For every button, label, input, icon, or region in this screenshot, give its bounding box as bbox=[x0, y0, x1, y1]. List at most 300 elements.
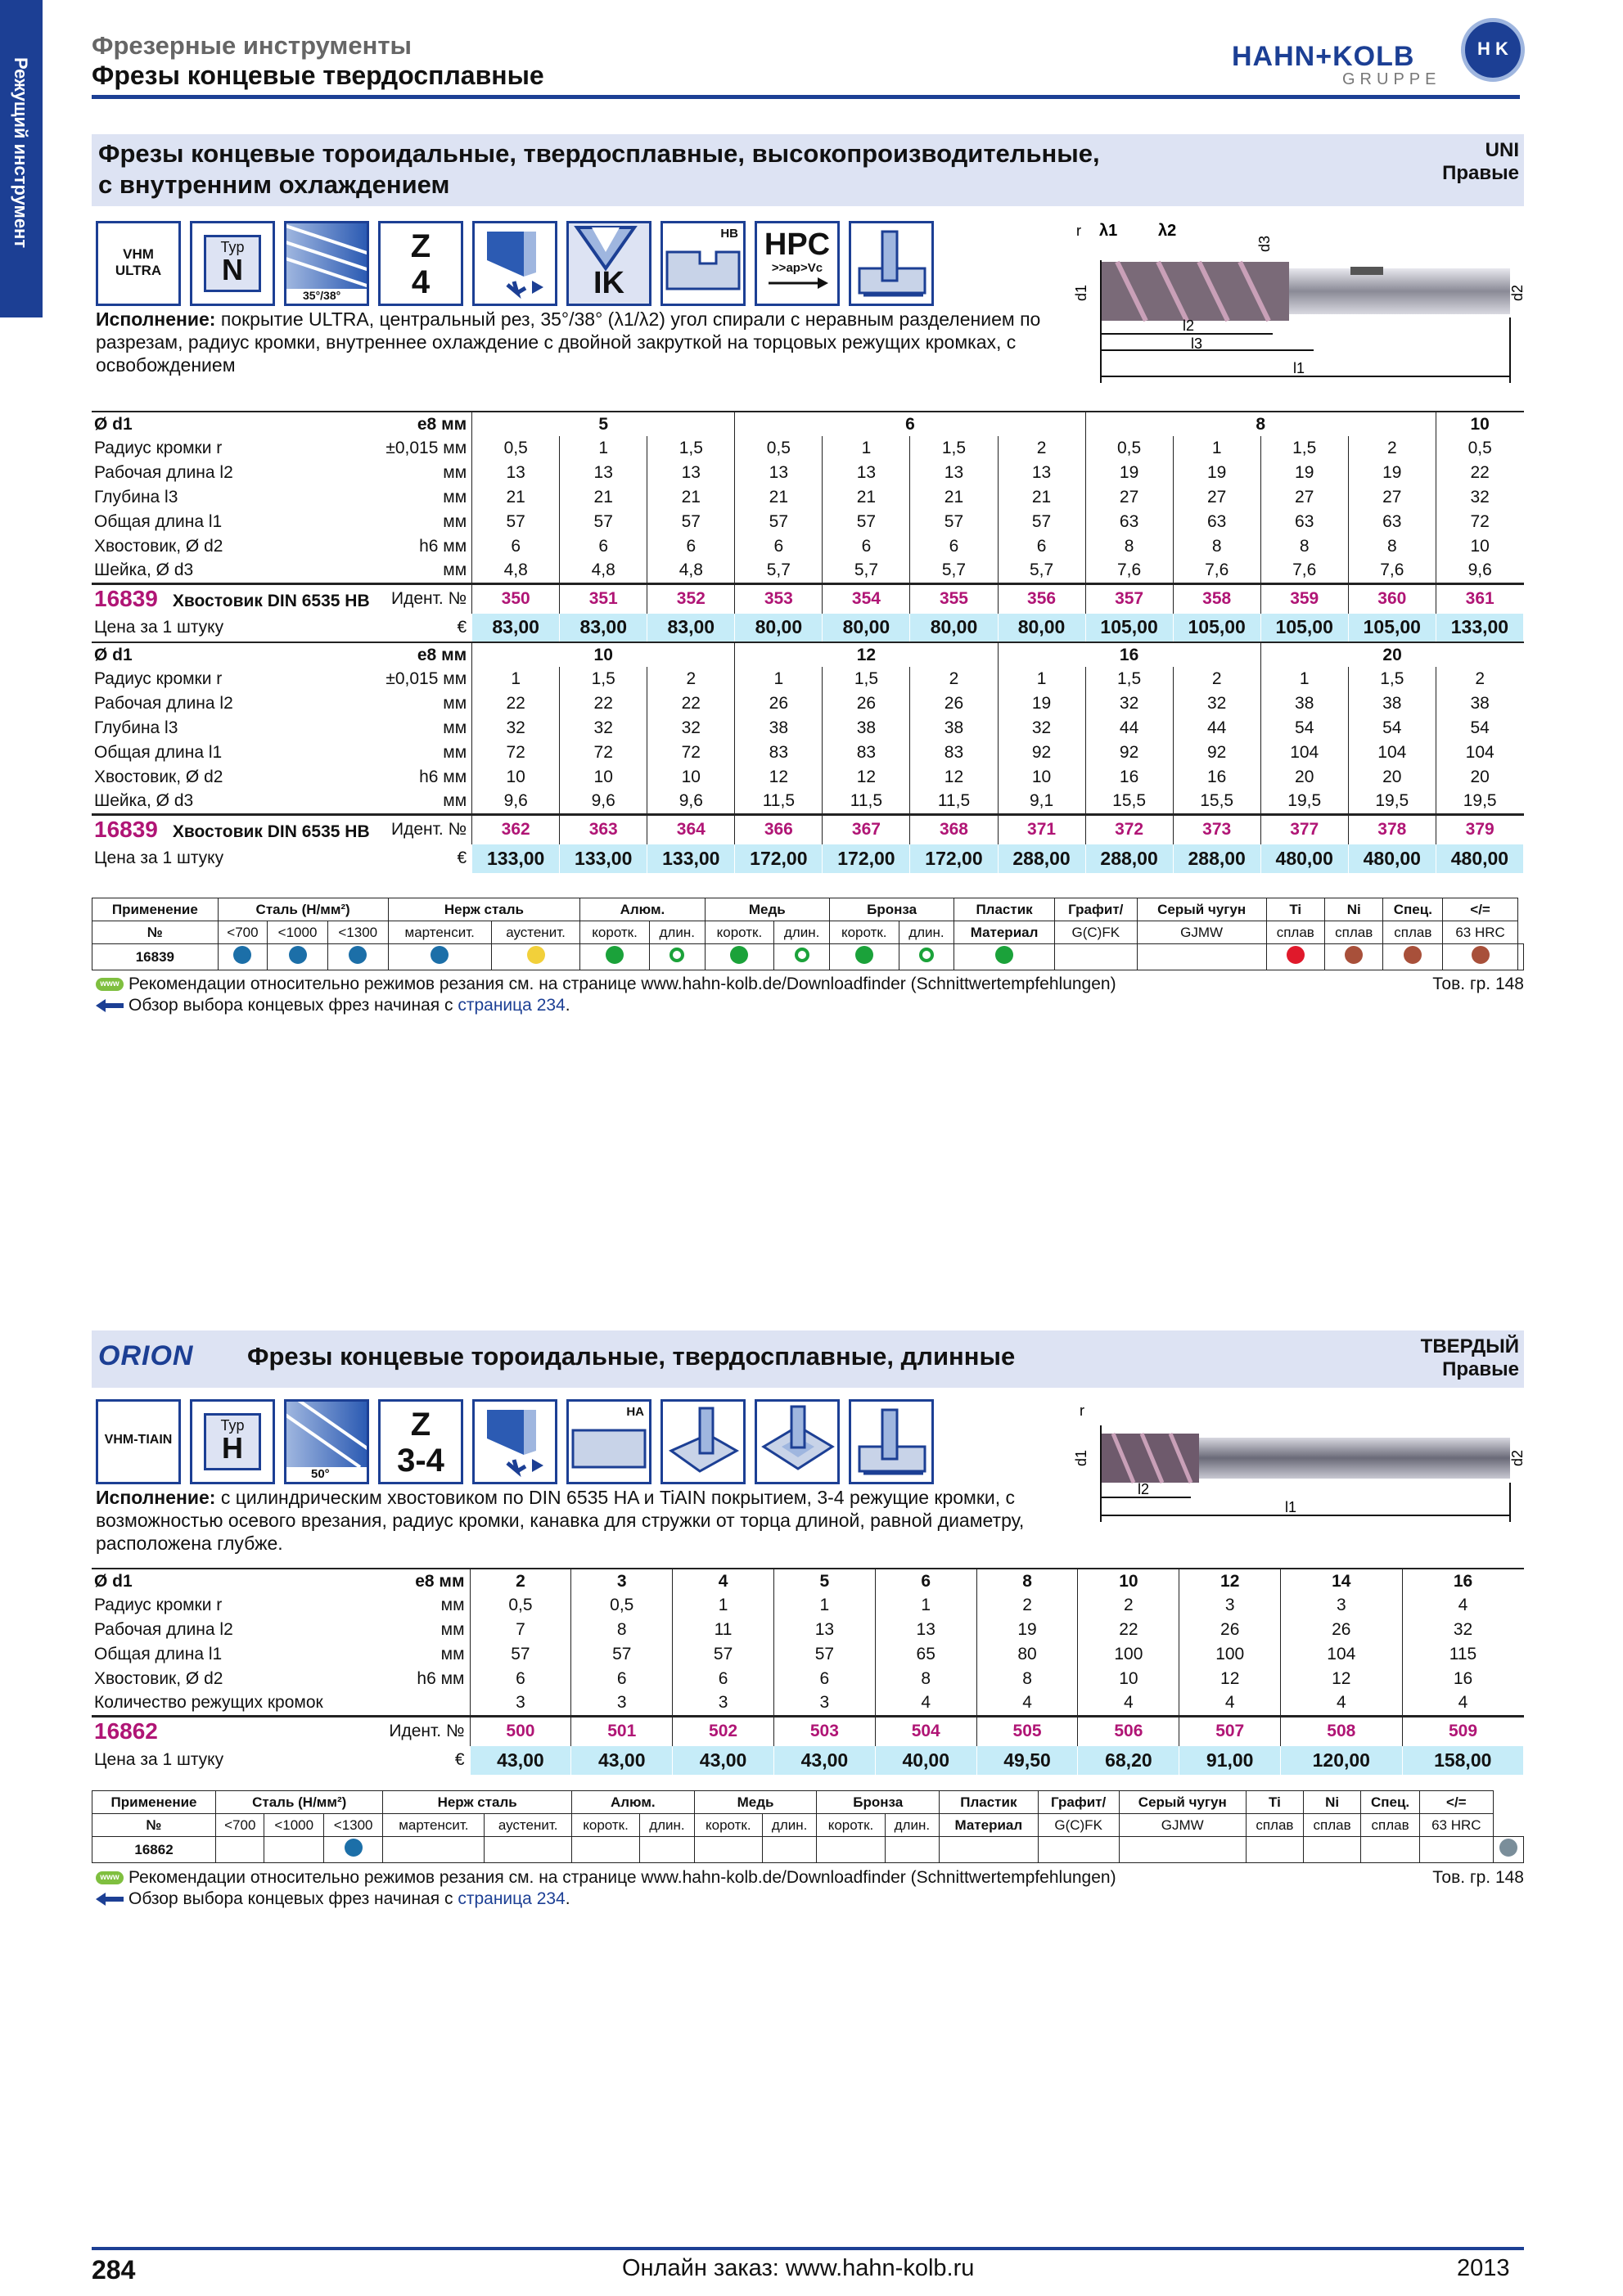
suitability-cell bbox=[491, 944, 579, 970]
diameter-value: 10 bbox=[1078, 1569, 1179, 1593]
spec-value: 19 bbox=[1348, 461, 1436, 485]
suitability-cell bbox=[762, 1837, 817, 1863]
spec-value: 1 bbox=[998, 667, 1085, 691]
price-value: 40,00 bbox=[875, 1745, 976, 1775]
spec-value: 12 bbox=[735, 765, 823, 790]
spec-value: 54 bbox=[1260, 716, 1348, 741]
suitability-cell bbox=[1038, 1837, 1119, 1863]
spec-value: 6 bbox=[470, 1667, 571, 1691]
suitability-cell bbox=[705, 944, 774, 970]
suitability-cell bbox=[1517, 944, 1523, 970]
application-subheader: 63 HRC bbox=[1419, 1814, 1493, 1837]
brand-logo-sub: GRUPPE bbox=[1342, 70, 1441, 88]
spec-value: 38 bbox=[910, 716, 998, 741]
price-value: 480,00 bbox=[1260, 844, 1348, 873]
price-value: 83,00 bbox=[647, 613, 735, 642]
article-number: 16839 bbox=[94, 585, 158, 611]
application-group-header: Нерж сталь bbox=[383, 1791, 572, 1814]
diagram-label-r: r bbox=[1076, 223, 1081, 239]
spec-row bbox=[92, 741, 1524, 765]
suitability-cell bbox=[1054, 944, 1137, 970]
helix-stripes-icon bbox=[286, 1402, 367, 1467]
row-unit: мм bbox=[440, 1645, 465, 1663]
slotting-icon bbox=[660, 1399, 746, 1484]
spec-value: 2 bbox=[910, 667, 998, 691]
spec-value: 16 bbox=[1173, 765, 1260, 790]
article-id: 503 bbox=[773, 1716, 875, 1745]
spec-value: 1,5 bbox=[1348, 667, 1436, 691]
spec-value: 10 bbox=[1436, 534, 1523, 559]
spec-value: 22 bbox=[560, 691, 647, 716]
spec-value: 8 bbox=[1348, 534, 1436, 559]
spec-value: 13 bbox=[823, 461, 910, 485]
spec-value: 44 bbox=[1173, 716, 1260, 741]
spec-value: 19 bbox=[1260, 461, 1348, 485]
suitability-cell bbox=[1137, 944, 1266, 970]
spec-value: 92 bbox=[1173, 741, 1260, 765]
application-group-header: Бронза bbox=[817, 1791, 940, 1814]
spec-value: 8 bbox=[875, 1667, 976, 1691]
spec-row bbox=[92, 790, 1524, 814]
row-label: Шейка, Ø d3 bbox=[94, 791, 194, 811]
suitability-dot-icon bbox=[1404, 946, 1422, 964]
suitability-dot-icon bbox=[995, 946, 1013, 964]
diameter-value: 8 bbox=[1085, 412, 1436, 436]
application-subheader: длин. bbox=[774, 921, 830, 944]
spec-value: 21 bbox=[472, 485, 560, 510]
diameter-value: 10 bbox=[472, 642, 735, 667]
application-group-header: Графит/ bbox=[1038, 1791, 1119, 1814]
spec-value: 5,7 bbox=[998, 559, 1085, 583]
spec-value: 7,6 bbox=[1260, 559, 1348, 583]
diagram-label-d1: d1 bbox=[1073, 284, 1089, 301]
section2-title-band bbox=[92, 1330, 1524, 1388]
spec-row bbox=[92, 461, 1524, 485]
diameter-value: 12 bbox=[735, 642, 998, 667]
article-id: 504 bbox=[875, 1716, 976, 1745]
spec-value: 21 bbox=[998, 485, 1085, 510]
application-group-header: Применение bbox=[92, 1791, 216, 1814]
spec-value: 12 bbox=[1281, 1667, 1402, 1691]
diameter-row bbox=[92, 412, 1524, 436]
article-id: 357 bbox=[1085, 583, 1173, 613]
article-id: 505 bbox=[976, 1716, 1078, 1745]
application-subheader: <1300 bbox=[323, 1814, 382, 1837]
section2-title: Фрезы концевые тороидальные, твердосплавные, длинные bbox=[247, 1342, 1016, 1371]
row-unit: мм bbox=[440, 1620, 465, 1639]
suitability-cell bbox=[885, 1837, 940, 1863]
section2-tag-direction: Правые bbox=[1442, 1358, 1519, 1380]
application-subheader: <1300 bbox=[327, 921, 388, 944]
article-id: 352 bbox=[647, 583, 735, 613]
diameter-value: 16 bbox=[998, 642, 1260, 667]
spec-value: 6 bbox=[571, 1667, 673, 1691]
spec-value: 10 bbox=[647, 765, 735, 790]
row-label: Хвостовик, Ø d2 bbox=[94, 1669, 223, 1688]
application-group-header: Пластик bbox=[954, 898, 1055, 921]
row-label: Радиус кромки r bbox=[94, 439, 223, 457]
section2-tool-diagram bbox=[1068, 1401, 1526, 1524]
application-subheader: <700 bbox=[218, 921, 268, 944]
application-subheader: сплав bbox=[1324, 921, 1382, 944]
header-rule bbox=[92, 95, 1520, 99]
spec-value: 4 bbox=[1078, 1691, 1179, 1716]
price-value: 68,20 bbox=[1078, 1745, 1179, 1775]
application-group-header: Ti bbox=[1266, 898, 1324, 921]
spec-value: 83 bbox=[735, 741, 823, 765]
spec-value: 38 bbox=[735, 716, 823, 741]
diameter-row bbox=[92, 642, 1524, 667]
section1-title-line1: Фрезы концевые тороидальные, твердосплавные, высокопроизводительные, bbox=[98, 139, 1100, 168]
material-vhm-tiain-icon: VHM-TIAIN bbox=[96, 1399, 181, 1484]
spec-value: 6 bbox=[673, 1667, 774, 1691]
spec-value: 8 bbox=[976, 1667, 1078, 1691]
diagram2-label-l2: l2 bbox=[1138, 1481, 1150, 1497]
price-row bbox=[92, 613, 1524, 642]
spec-value: 2 bbox=[647, 667, 735, 691]
suitability-cell bbox=[323, 1837, 382, 1863]
article-id: 361 bbox=[1436, 583, 1523, 613]
article-id-row bbox=[92, 1716, 1524, 1745]
spec-value: 19 bbox=[998, 691, 1085, 716]
spec-value: 6 bbox=[472, 534, 560, 559]
spec-value: 16 bbox=[1085, 765, 1173, 790]
application-subheader: сплав bbox=[1304, 1814, 1361, 1837]
application-group-header: Сталь (Н/мм²) bbox=[218, 898, 388, 921]
article-id: 509 bbox=[1402, 1716, 1524, 1745]
diameter-value: 20 bbox=[1260, 642, 1523, 667]
application-group-header: Ti bbox=[1246, 1791, 1303, 1814]
application-subheader: длин. bbox=[885, 1814, 940, 1837]
article-number: 16839 bbox=[94, 816, 158, 842]
application-row bbox=[92, 1837, 1524, 1863]
spec-value: 13 bbox=[910, 461, 998, 485]
spec-value: 6 bbox=[823, 534, 910, 559]
application-subheader: длин. bbox=[762, 1814, 817, 1837]
profile-milling-icon bbox=[849, 1399, 934, 1484]
orion-logo: ORION bbox=[98, 1340, 194, 1371]
back-arrow-icon bbox=[96, 1893, 124, 1906]
spec-value: 6 bbox=[773, 1667, 875, 1691]
suitability-dot-icon bbox=[855, 946, 873, 964]
spec-value: 2 bbox=[998, 436, 1085, 461]
application-group-header: Графит/ bbox=[1054, 898, 1137, 921]
spec-value: 32 bbox=[1436, 485, 1523, 510]
spec-row bbox=[92, 436, 1524, 461]
spec-value: 0,5 bbox=[571, 1593, 673, 1618]
article-id: 350 bbox=[472, 583, 560, 613]
price-value: 91,00 bbox=[1179, 1745, 1281, 1775]
suitability-cell bbox=[218, 944, 268, 970]
application-row bbox=[92, 1791, 1524, 1814]
application-subheader: № bbox=[92, 1814, 216, 1837]
suitability-cell bbox=[264, 1837, 323, 1863]
spec-value: 32 bbox=[998, 716, 1085, 741]
spec-value: 21 bbox=[560, 485, 647, 510]
diameter-value: 16 bbox=[1402, 1569, 1524, 1593]
article-id: 506 bbox=[1078, 1716, 1179, 1745]
spec-value: 27 bbox=[1173, 485, 1260, 510]
diagram-label-d3: d3 bbox=[1256, 235, 1273, 252]
price-value: 133,00 bbox=[647, 844, 735, 873]
diameter-value: 5 bbox=[472, 412, 735, 436]
spec-value: 22 bbox=[472, 691, 560, 716]
suitability-dot-icon bbox=[527, 946, 545, 964]
suitability-cell bbox=[388, 944, 491, 970]
spec-value: 13 bbox=[875, 1618, 976, 1642]
row-label: Общая длина l1 bbox=[94, 512, 223, 531]
spec-value: 27 bbox=[1260, 485, 1348, 510]
spec-value: 72 bbox=[1436, 510, 1523, 534]
spec-value: 57 bbox=[472, 510, 560, 534]
spec-value: 63 bbox=[1260, 510, 1348, 534]
spec-value: 6 bbox=[998, 534, 1085, 559]
row-label: Хвостовик, Ø d2 bbox=[94, 768, 223, 786]
spec-value: 6 bbox=[560, 534, 647, 559]
spec-value: 1 bbox=[735, 667, 823, 691]
article-id: 508 bbox=[1281, 1716, 1402, 1745]
spec-value: 72 bbox=[472, 741, 560, 765]
suitability-dot-icon bbox=[345, 1839, 363, 1857]
price-row bbox=[92, 844, 1524, 873]
price-value: 105,00 bbox=[1348, 613, 1436, 642]
spec-value: 72 bbox=[647, 741, 735, 765]
id-label: Идент. № bbox=[370, 1716, 470, 1745]
spec-value: 57 bbox=[673, 1642, 774, 1667]
shank-hb-icon: HB bbox=[660, 221, 746, 306]
application-subheader: коротк. bbox=[817, 1814, 885, 1837]
diagram2-label-d2: d2 bbox=[1509, 1449, 1526, 1466]
spec-value: 0,5 bbox=[1436, 436, 1523, 461]
application-group-header: Спец. bbox=[1361, 1791, 1420, 1814]
section2-spec-table bbox=[92, 1568, 1524, 1776]
diagram-label-l3: l3 bbox=[1191, 335, 1203, 352]
price-value: 288,00 bbox=[1085, 844, 1173, 873]
spec-value: 3 bbox=[1179, 1593, 1281, 1618]
article-description: Хвостовик DIN 6535 HB bbox=[172, 822, 370, 841]
spec-value: 4 bbox=[1402, 1593, 1524, 1618]
suitability-dot-icon bbox=[349, 946, 367, 964]
price-value: 172,00 bbox=[735, 844, 823, 873]
row-unit: мм bbox=[443, 791, 467, 811]
spec-value: 11,5 bbox=[910, 790, 998, 814]
application-subheader: <1000 bbox=[268, 921, 328, 944]
suitability-cell bbox=[1493, 1837, 1523, 1863]
price-value: 80,00 bbox=[910, 613, 998, 642]
diagram-label-l1: l1 bbox=[1293, 360, 1305, 376]
spec-value: 1,5 bbox=[1085, 667, 1173, 691]
diagram2-label-d1: d1 bbox=[1073, 1449, 1089, 1466]
section1-note-overview: Обзор выбора концевых фрез начиная с страница 234. bbox=[96, 995, 570, 1016]
spec-value: 1 bbox=[472, 667, 560, 691]
article-id: 366 bbox=[735, 814, 823, 844]
section1-note-cutting: www Рекомендации относительно режимов резания см. на странице www.hahn-kolb.de/Downloadfinder (Schnittwertempfehlungen) Тов. гр. 148 bbox=[96, 974, 1524, 995]
diameter-value: 3 bbox=[571, 1569, 673, 1593]
spec-row bbox=[92, 667, 1524, 691]
row-unit: e8 мм bbox=[372, 412, 472, 436]
row-unit: мм bbox=[440, 1596, 465, 1614]
diagram-label-lambda2: λ2 bbox=[1158, 222, 1177, 240]
spec-value: 3 bbox=[571, 1691, 673, 1716]
row-unit: ±0,015 мм bbox=[385, 439, 467, 457]
spec-value: 1 bbox=[560, 436, 647, 461]
application-row bbox=[92, 921, 1524, 944]
spec-row bbox=[92, 485, 1524, 510]
spec-value: 16 bbox=[1402, 1667, 1524, 1691]
spec-value: 9,6 bbox=[472, 790, 560, 814]
spec-value: 26 bbox=[735, 691, 823, 716]
application-group-header: Сталь (Н/мм²) bbox=[216, 1791, 383, 1814]
price-row bbox=[92, 1745, 1524, 1775]
spec-value: 7,6 bbox=[1348, 559, 1436, 583]
spec-value: 3 bbox=[470, 1691, 571, 1716]
spec-value: 100 bbox=[1179, 1642, 1281, 1667]
article-id: 371 bbox=[998, 814, 1085, 844]
application-group-header: Применение bbox=[92, 898, 219, 921]
application-subheader: аустенит. bbox=[485, 1814, 572, 1837]
spec-value: 57 bbox=[470, 1642, 571, 1667]
application-group-header: </= bbox=[1443, 898, 1517, 921]
suitability-cell bbox=[327, 944, 388, 970]
spec-value: 22 bbox=[1436, 461, 1523, 485]
application-group-header: Спец. bbox=[1383, 898, 1443, 921]
spec-value: 5,7 bbox=[823, 559, 910, 583]
spec-value: 57 bbox=[998, 510, 1085, 534]
application-group-header: Бронза bbox=[829, 898, 954, 921]
price-value: 172,00 bbox=[823, 844, 910, 873]
spec-value: 54 bbox=[1348, 716, 1436, 741]
spec-value: 104 bbox=[1260, 741, 1348, 765]
suitability-cell bbox=[694, 1837, 762, 1863]
application-subheader: сплав bbox=[1383, 921, 1443, 944]
row-unit: h6 мм bbox=[417, 1669, 465, 1688]
application-subheader: коротк. bbox=[829, 921, 899, 944]
spec-value: 57 bbox=[735, 510, 823, 534]
spec-value: 26 bbox=[1179, 1618, 1281, 1642]
diameter-value: 14 bbox=[1281, 1569, 1402, 1593]
spec-value: 11,5 bbox=[735, 790, 823, 814]
spec-value: 1 bbox=[773, 1593, 875, 1618]
row-unit: h6 мм bbox=[419, 537, 467, 556]
spec-value: 21 bbox=[735, 485, 823, 510]
helix-stripes-icon bbox=[286, 223, 367, 289]
price-value: 83,00 bbox=[560, 613, 647, 642]
application-group-header: Серый чугун bbox=[1119, 1791, 1246, 1814]
currency-symbol: € bbox=[454, 1750, 465, 1769]
article-id: 373 bbox=[1173, 814, 1260, 844]
spec-value: 83 bbox=[910, 741, 998, 765]
spec-value: 13 bbox=[560, 461, 647, 485]
spec-value: 32 bbox=[560, 716, 647, 741]
article-number: 16862 bbox=[94, 1717, 158, 1744]
application-row bbox=[92, 898, 1524, 921]
application-subheader: аустенит. bbox=[491, 921, 579, 944]
id-label: Идент. № bbox=[372, 814, 472, 844]
suitable-ring-icon bbox=[795, 948, 809, 962]
article-id: 377 bbox=[1260, 814, 1348, 844]
application-subheader: № bbox=[92, 921, 219, 944]
diameter-value: 6 bbox=[875, 1569, 976, 1593]
overview-page-link[interactable]: страница 234 bbox=[458, 996, 566, 1015]
side-tab-label: Режущий инструмент bbox=[11, 57, 31, 249]
spec-value: 13 bbox=[773, 1618, 875, 1642]
spec-value: 38 bbox=[823, 716, 910, 741]
article-id: 379 bbox=[1436, 814, 1523, 844]
back-arrow-icon bbox=[96, 999, 124, 1012]
price-label: Цена за 1 штуку bbox=[94, 617, 224, 637]
section1-tag-material: UNI bbox=[1485, 139, 1519, 161]
row-label: Радиус кромки r bbox=[94, 669, 223, 688]
side-tab bbox=[0, 0, 43, 317]
article-cell bbox=[92, 1716, 370, 1745]
row-unit: мм bbox=[443, 512, 467, 531]
spec-value: 100 bbox=[1078, 1642, 1179, 1667]
diagram2-label-l1: l1 bbox=[1285, 1499, 1297, 1515]
diameter-value: 12 bbox=[1179, 1569, 1281, 1593]
application-group-header: Пластик bbox=[940, 1791, 1038, 1814]
www-icon: www bbox=[96, 1871, 124, 1884]
article-id: 354 bbox=[823, 583, 910, 613]
spec-row bbox=[92, 1691, 1524, 1716]
diameter-value: 5 bbox=[773, 1569, 875, 1593]
spec-value: 1,5 bbox=[647, 436, 735, 461]
spec-value: 1 bbox=[823, 436, 910, 461]
application-group-header: Алюм. bbox=[580, 898, 705, 921]
application-group-header: Медь bbox=[694, 1791, 817, 1814]
overview-page-link[interactable]: страница 234 bbox=[458, 1889, 566, 1908]
application-subheader: G(C)FK bbox=[1054, 921, 1137, 944]
suitable-ring-icon bbox=[919, 948, 934, 962]
spec-row bbox=[92, 1667, 1524, 1691]
price-value: 43,00 bbox=[773, 1745, 875, 1775]
spec-value: 20 bbox=[1260, 765, 1348, 790]
application-subheader: длин. bbox=[649, 921, 705, 944]
suitability-dot-icon bbox=[431, 946, 449, 964]
diameter-value: 6 bbox=[735, 412, 1085, 436]
price-label: Цена за 1 штуку bbox=[94, 849, 224, 867]
material-vhm-ultra-icon: VHM ULTRA bbox=[96, 221, 181, 306]
section2-note-cutting: www Рекомендации относительно режимов резания см. на странице www.hahn-kolb.de/Downloadfinder (Schnittwertempfehlungen) Тов. гр. 148 bbox=[96, 1867, 1524, 1889]
application-subheader: GJMW bbox=[1137, 921, 1266, 944]
application-group-header: Нерж сталь bbox=[388, 898, 580, 921]
row-unit: e8 мм bbox=[372, 642, 472, 667]
internal-cooling-icon: IK bbox=[566, 221, 651, 306]
spec-value: 8 bbox=[571, 1618, 673, 1642]
section1-description: Исполнение: покрытие ULTRA, центральный рез, 35°/38° (λ1/λ2) угол спирали с неравным разделением по разрезам, радиус кромки, внутреннее охлаждение с двойной закруткой на торцовых режущих кромках, с освобождением bbox=[96, 308, 1041, 376]
spec-value: 11,5 bbox=[823, 790, 910, 814]
spec-value: 6 bbox=[735, 534, 823, 559]
suitability-cell bbox=[1361, 1837, 1420, 1863]
spec-value: 65 bbox=[875, 1642, 976, 1667]
diameter-value: 4 bbox=[673, 1569, 774, 1593]
row-unit: мм bbox=[443, 694, 467, 713]
article-cell bbox=[92, 583, 372, 613]
article-id: 507 bbox=[1179, 1716, 1281, 1745]
spec-value: 15,5 bbox=[1173, 790, 1260, 814]
spec-value: 26 bbox=[823, 691, 910, 716]
suitability-cell bbox=[1119, 1837, 1246, 1863]
application-subheader: коротк. bbox=[580, 921, 650, 944]
spec-value: 63 bbox=[1173, 510, 1260, 534]
spec-value: 4 bbox=[1402, 1691, 1524, 1716]
spec-value: 4,8 bbox=[472, 559, 560, 583]
spec-value: 27 bbox=[1348, 485, 1436, 510]
spec-value: 0,5 bbox=[470, 1593, 571, 1618]
spec-value: 104 bbox=[1281, 1642, 1402, 1667]
spec-value: 1 bbox=[673, 1593, 774, 1618]
row-unit: h6 мм bbox=[419, 768, 467, 786]
article-id: 355 bbox=[910, 583, 998, 613]
